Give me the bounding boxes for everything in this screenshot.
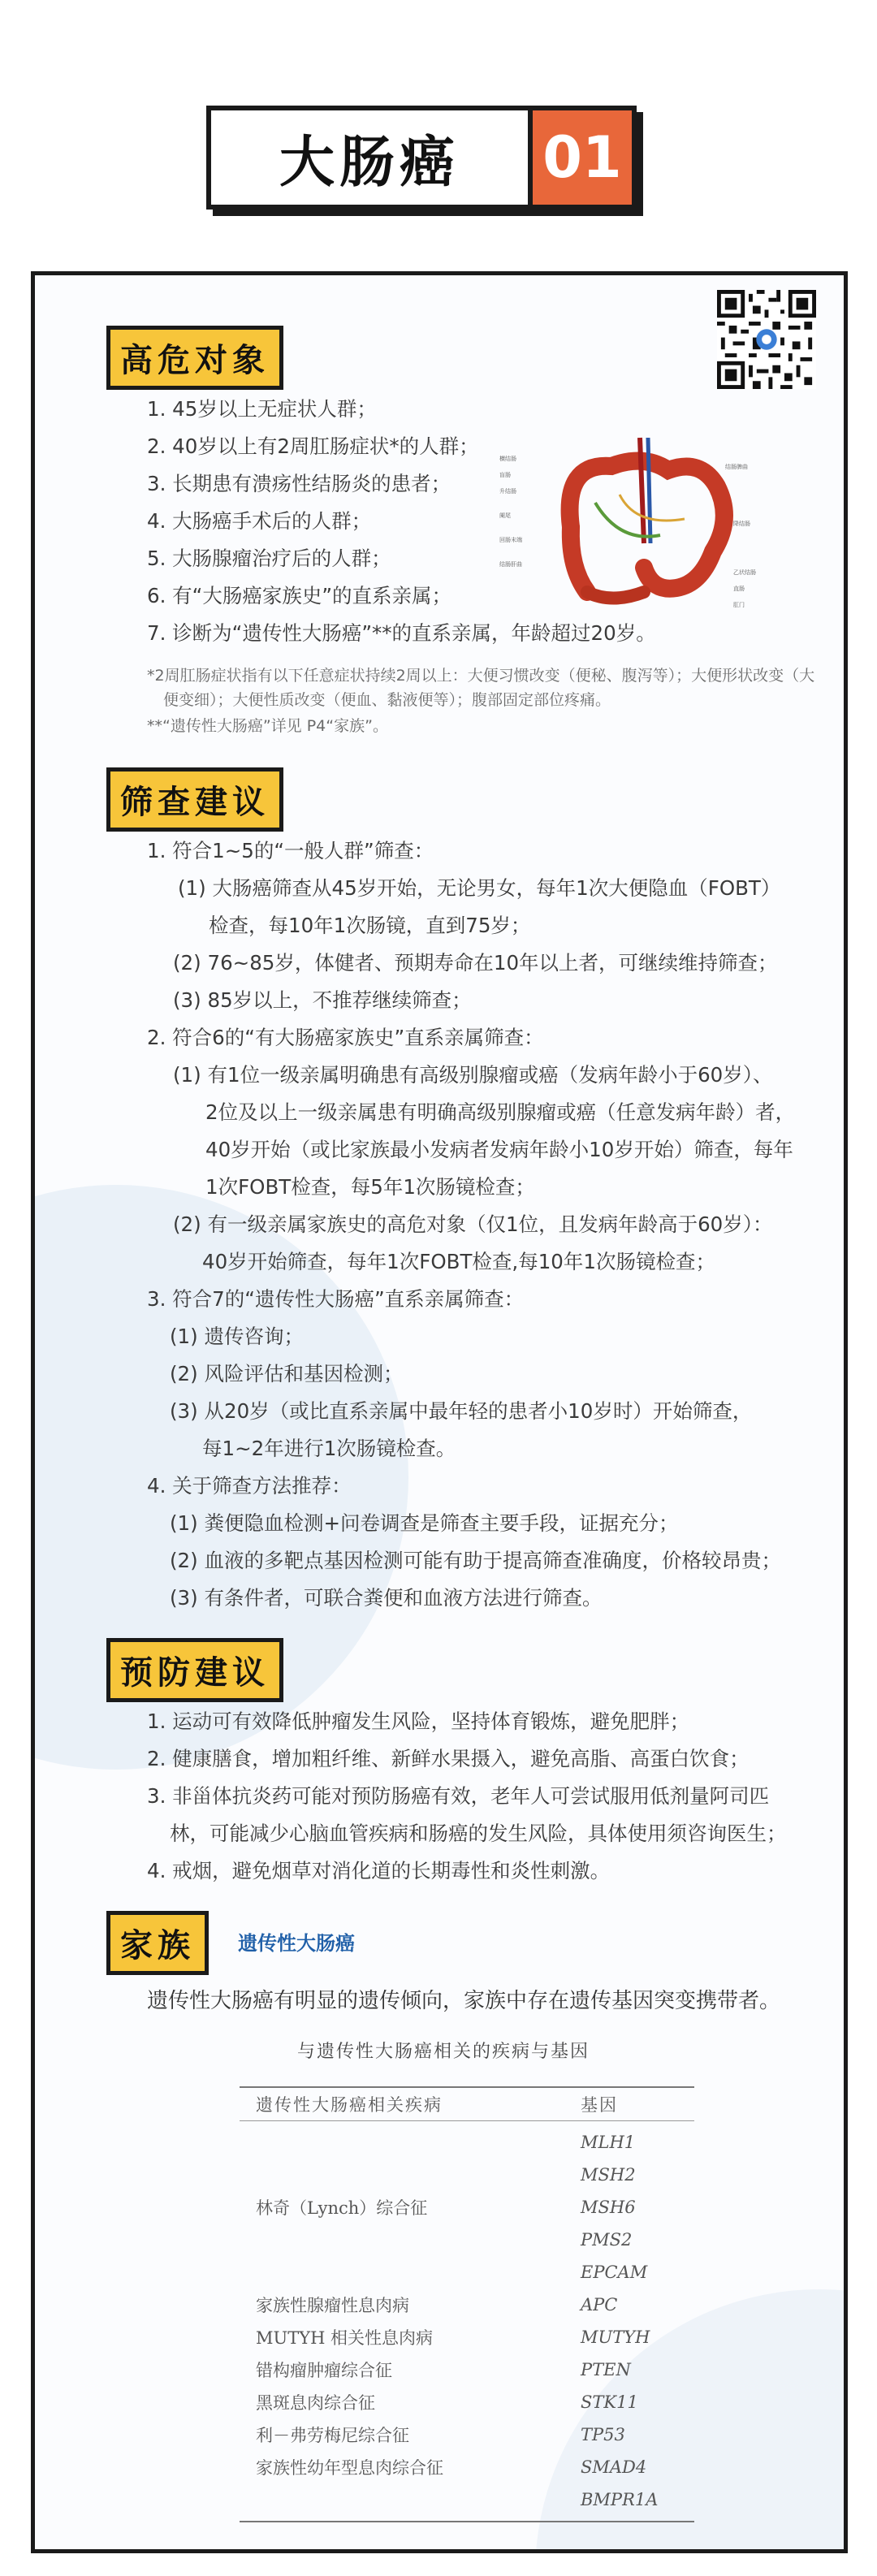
colon-anatomy-illustration bbox=[498, 430, 766, 616]
table-row bbox=[240, 2321, 694, 2353]
prevention-line: 1. 运动可有效降低肿瘤发生风险，坚持体育锻炼，避免肥胖； bbox=[147, 1709, 690, 1733]
anatomy-label: 结肠肝曲 bbox=[499, 561, 522, 568]
screening-line: (1) 有1位一级亲属明确患有高级别腺瘤或癌（发病年龄小于60岁）、 bbox=[173, 1063, 773, 1087]
gene-cell: MSH6 bbox=[581, 2198, 636, 2217]
screening-line: 40岁开始（或比家族最小发病者发病年龄小10岁开始）筛查，每年 bbox=[205, 1138, 793, 1161]
screening-line: 4. 关于筛查方法推荐： bbox=[147, 1474, 352, 1498]
screening-line: 2位及以上一级亲属患有明确高级别腺瘤或癌（任意发病年龄）者， bbox=[205, 1100, 796, 1124]
screening-line: (2) 76~85岁，体健者、预期寿命在10年以上者，可继续维持筛查； bbox=[173, 951, 778, 975]
section-heading-family: 家族 bbox=[106, 1911, 209, 1975]
anatomy-label: 盲肠 bbox=[499, 472, 511, 478]
gene-cell: SMAD4 bbox=[581, 2457, 647, 2477]
anatomy-label: 横结肠 bbox=[499, 456, 516, 462]
table-row bbox=[240, 2451, 694, 2483]
section-heading-screening: 筛查建议 bbox=[106, 767, 283, 832]
table-header bbox=[240, 2088, 694, 2120]
disease-cell: 黑斑息肉综合征 bbox=[256, 2393, 375, 2413]
screening-line: 2. 符合6的“有大肠癌家族史”直系亲属筛查： bbox=[147, 1026, 544, 1049]
footnote: 便变细）；大便性质改变（便血、黏液便等）；腹部固定部位疼痛。 bbox=[163, 691, 611, 709]
screening-line: 1. 符合1~5的“一般人群”筛查： bbox=[147, 839, 434, 862]
gene-cell: BMPR1A bbox=[581, 2490, 659, 2509]
gene-cell: STK11 bbox=[581, 2392, 638, 2412]
gene-table bbox=[240, 2086, 694, 2522]
gene-cell: MUTYH bbox=[581, 2327, 650, 2347]
high-risk-item: 4. 大肠癌手术后的人群； bbox=[147, 509, 372, 533]
title-banner bbox=[206, 106, 637, 210]
column-header-disease: 遗传性大肠癌相关疾病 bbox=[256, 2095, 443, 2115]
gene-cell: MSH2 bbox=[581, 2165, 636, 2185]
high-risk-item: 1. 45岁以上无症状人群； bbox=[147, 397, 377, 421]
anatomy-label: 结肠脾曲 bbox=[725, 464, 748, 470]
disease-cell: 错构瘤肿瘤综合征 bbox=[256, 2361, 392, 2380]
gene-cell: APC bbox=[581, 2295, 618, 2315]
section-heading-prevention: 预防建议 bbox=[106, 1638, 283, 1702]
high-risk-item: 3. 长期患有溃疡性结肠炎的患者； bbox=[147, 472, 451, 495]
table-row bbox=[240, 2418, 694, 2451]
high-risk-item: 7. 诊断为“遗传性大肠癌”**的直系亲属，年龄超过20岁。 bbox=[147, 621, 656, 645]
gene-cell: PMS2 bbox=[581, 2230, 633, 2250]
screening-line: (1) 大肠癌筛查从45岁开始，无论男女，每年1次大便隐血（FOBT） bbox=[178, 876, 781, 900]
screening-line: (3) 85岁以上，不推荐继续筛查； bbox=[173, 988, 472, 1012]
screening-line: 1次FOBT检查，每5年1次肠镜检查； bbox=[205, 1175, 535, 1199]
table-row bbox=[240, 2289, 694, 2321]
column-header-gene: 基因 bbox=[581, 2095, 618, 2115]
gene-cell: EPCAM bbox=[581, 2263, 648, 2282]
high-risk-item: 2. 40岁以上有2周肛肠症状*的人群； bbox=[147, 434, 479, 458]
screening-line: 40岁开始筛查，每年1次FOBT检查,每10年1次肠镜检查； bbox=[202, 1250, 715, 1273]
family-description: 遗传性大肠癌有明显的遗传倾向，家族中存在遗传基因突变携带者。 bbox=[147, 1989, 781, 2013]
anatomy-label: 乙状结肠 bbox=[733, 569, 756, 576]
gene-cell: TP53 bbox=[581, 2425, 625, 2444]
gene-cell: MLH1 bbox=[581, 2133, 636, 2152]
high-risk-item: 6. 有“大肠癌家族史”的直系亲属； bbox=[147, 584, 452, 607]
screening-line: (1) 粪便隐血检测+问卷调查是筛查主要手段，证据充分； bbox=[170, 1511, 679, 1535]
screening-line: (1) 遗传咨询； bbox=[170, 1325, 304, 1348]
anatomy-label: 降结肠 bbox=[733, 521, 750, 527]
screening-line: (3) 从20岁（或比直系亲属中最年轻的患者小10岁时）开始筛查， bbox=[170, 1399, 753, 1423]
screening-line: (2) 血液的多靶点基因检测可能有助于提高筛查准确度，价格较昂贵； bbox=[170, 1549, 781, 1572]
anatomy-label: 回肠末端 bbox=[499, 537, 522, 543]
disease-cell: 利－弗劳梅尼综合征 bbox=[256, 2426, 409, 2445]
footnote: *2周肛肠症状指有以下任意症状持续2周以上：大便习惯改变（便秘、腹泻等）；大便形状改变（大 bbox=[147, 667, 815, 685]
disease-cell: 家族性幼年型息肉综合征 bbox=[256, 2458, 443, 2478]
anatomy-label: 肛门 bbox=[733, 602, 745, 608]
table-caption: 与遗传性大肠癌相关的疾病与基因 bbox=[296, 2042, 590, 2062]
prevention-line: 2. 健康膳食，增加粗纤维、新鲜水果摄入，避免高脂、高蛋白饮食； bbox=[147, 1747, 750, 1770]
screening-line: (2) 风险评估和基因检测； bbox=[170, 1362, 404, 1385]
family-subheading: 遗传性大肠癌 bbox=[238, 1932, 355, 1955]
prevention-line: 林，可能减少心脑血管疾病和肠癌的发生风险，具体使用须咨询医生； bbox=[170, 1822, 787, 1845]
disease-cell: MUTYH 相关性息肉病 bbox=[256, 2328, 434, 2348]
anatomy-label: 升结肠 bbox=[499, 488, 516, 495]
screening-line: 3. 符合7的“遗传性大肠癌”直系亲属筛查： bbox=[147, 1287, 525, 1311]
disease-cell: 林奇（Lynch）综合征 bbox=[256, 2198, 428, 2218]
screening-line: 检查，每10年1次肠镜，直到75岁； bbox=[209, 914, 531, 937]
table-row bbox=[240, 2483, 694, 2516]
table-header-rule bbox=[240, 2120, 694, 2121]
page-title: 大肠癌 bbox=[279, 130, 460, 195]
table-row bbox=[240, 2386, 694, 2418]
anatomy-label: 阑尾 bbox=[499, 512, 511, 519]
table-row-lynch bbox=[240, 2126, 694, 2289]
footnote: **“遗传性大肠癌”详见 P4“家族”。 bbox=[147, 717, 388, 735]
table-row bbox=[240, 2353, 694, 2386]
content-card bbox=[31, 271, 848, 2553]
gene-cell-group bbox=[581, 2126, 694, 2289]
prevention-line: 4. 戒烟，避免烟草对消化道的长期毒性和炎性刺激。 bbox=[147, 1859, 611, 1882]
disease-cell: 家族性腺瘤性息肉病 bbox=[256, 2296, 409, 2315]
chapter-number: 01 bbox=[528, 110, 632, 205]
prevention-line: 3. 非甾体抗炎药可能对预防肠癌有效，老年人可尝试服用低剂量阿司匹 bbox=[147, 1784, 770, 1808]
section-heading-high-risk: 高危对象 bbox=[106, 326, 283, 390]
gene-cell: PTEN bbox=[581, 2360, 631, 2379]
qr-code-icon bbox=[717, 290, 816, 389]
screening-line: 每1~2年进行1次肠镜检查。 bbox=[202, 1437, 456, 1460]
screening-line: (2) 有一级亲属家族史的高危对象（仅1位，且发病年龄高于60岁）： bbox=[173, 1212, 773, 1236]
high-risk-item: 5. 大肠腺瘤治疗后的人群； bbox=[147, 547, 391, 570]
anatomy-label: 直肠 bbox=[733, 586, 745, 592]
table-bottom-rule bbox=[240, 2521, 694, 2522]
screening-line: (3) 有条件者，可联合粪便和血液方法进行筛查。 bbox=[170, 1586, 603, 1610]
